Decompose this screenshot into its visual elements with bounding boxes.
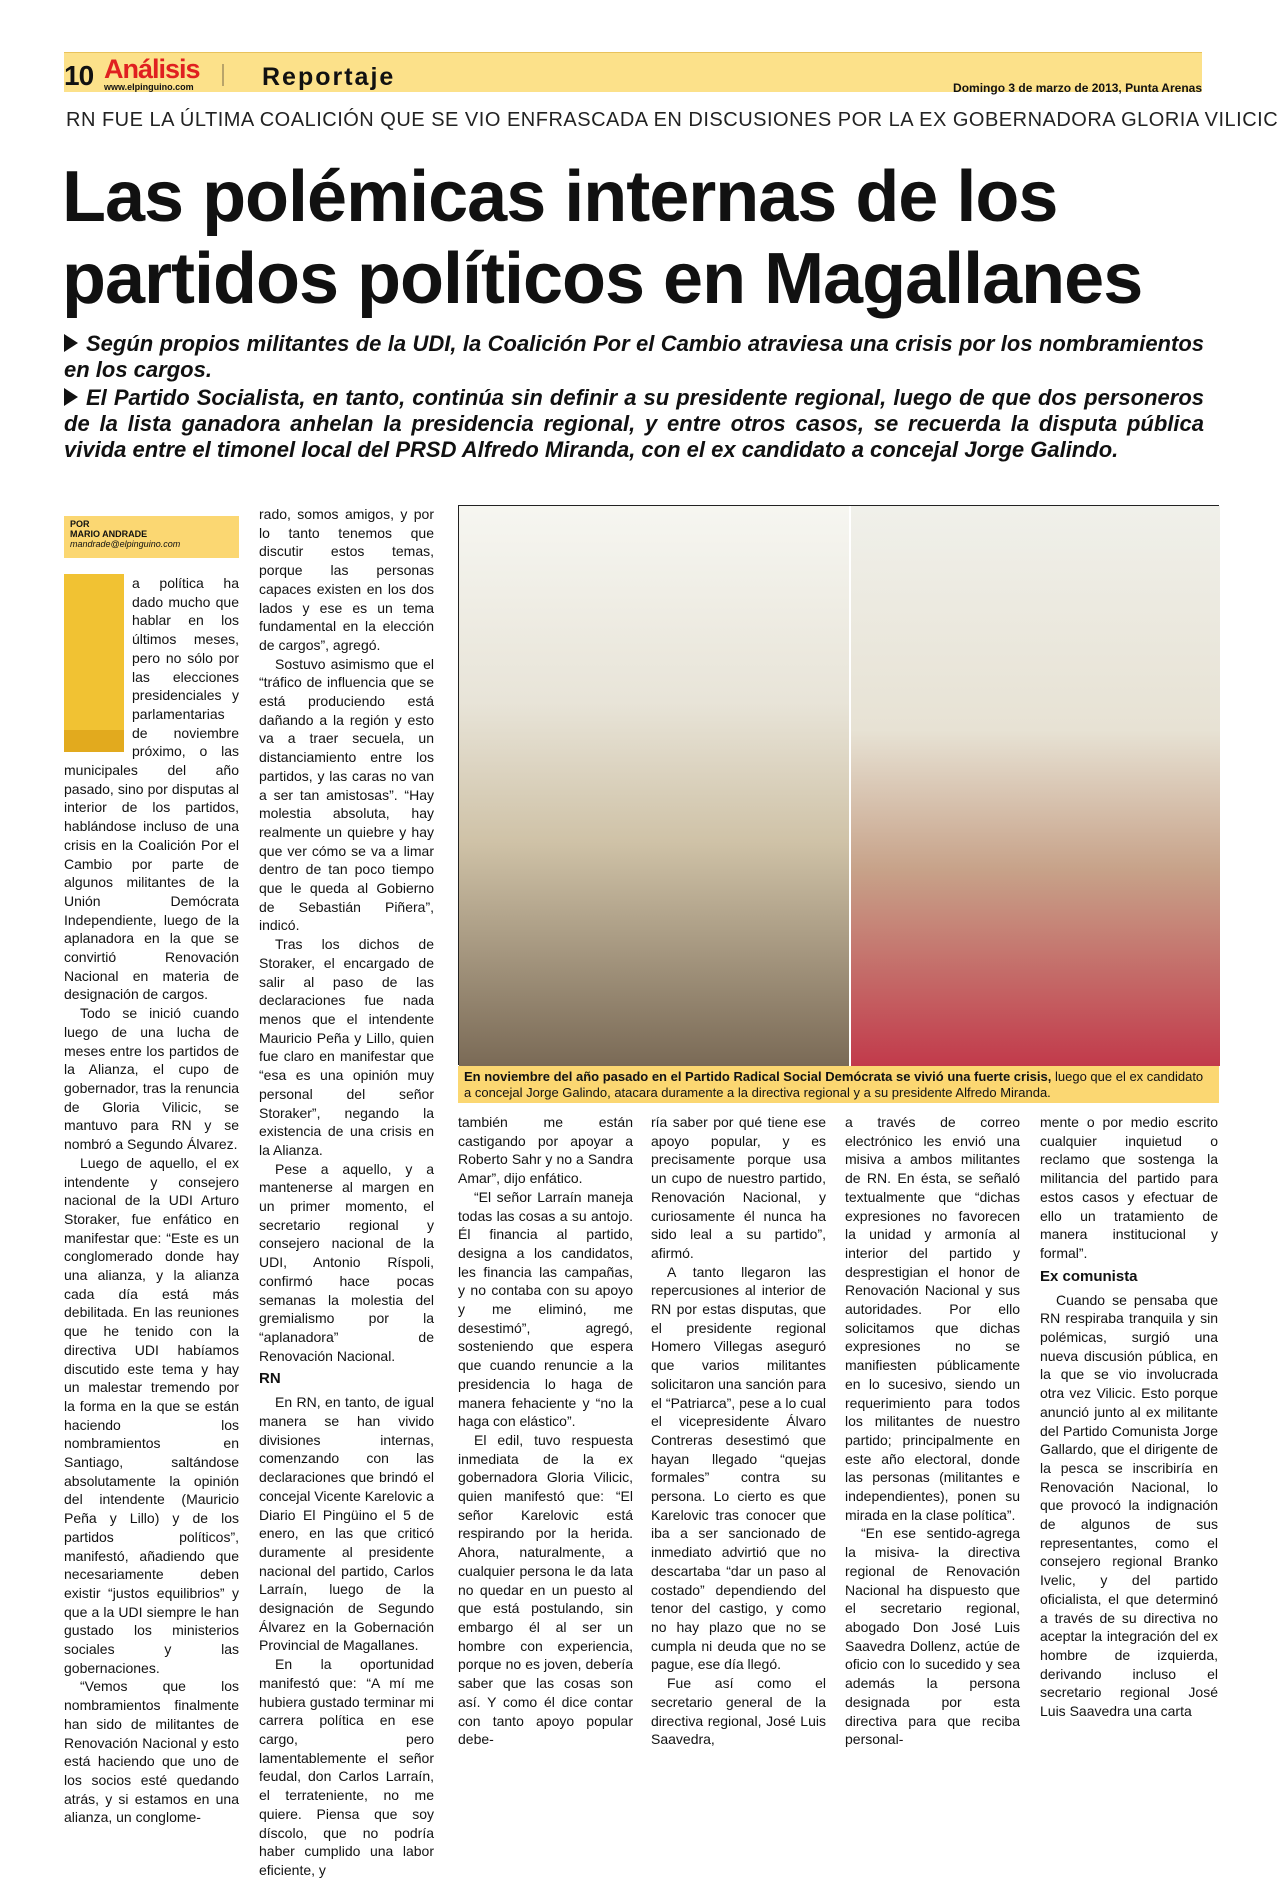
paragraph: a través de correo electrónico les envió una misiva a ambos militantes de RN. En ésta, se señaló textualmente que “dichas expresiones no favorecen la unidad y armonía al interior del partido y desprestigian el honor de Renovación Nacional y sus autoridades. Por ello solicitamos que dichas expresiones no se manifiesten públicamente en lo sucesivo, siendo un requerimiento para todos los militantes de nuestro partido; principalmente en este año electoral, donde las personas (militantes e independientes), ponen su mirada en la clase política”. xyxy=(845,1114,1020,1523)
man-glasses-photo-icon xyxy=(459,506,849,1066)
paragraph: Sostuvo asimismo que el “tráfico de influencia que se está produciendo está dañando a la región y esto va a traer secuela, un distanciamiento entre los partidos, y las caras no van a ser tan amistosas”. “Hay molestia absoluta, hay realmente un quiebre y hay que ver cómo se va a limar dentro de tan poco tiempo que le queda al Gobierno de Sebastián Piñera”, indicó. xyxy=(259,655,434,934)
paragraph: “En ese sentido-agrega la misiva- la directiva regional de Renovación Nacional ha dispuesto que el secretario regional, abogado Don José Luis Saavedra Dollenz, actúe de oficio con lo sucedido y sea además la persona designada por esta directiva para que reciba personal- xyxy=(845,1525,1020,1748)
paragraph: Todo se inició cuando luego de una lucha de meses entre los partidos de la Alianza, el cupo de gobernador, tras la renuncia de Gloria Vilicic, se mantuvo para RN y se nombró a Segundo Álvarez. xyxy=(64,1005,239,1153)
page-number: 10 xyxy=(64,60,94,91)
article-column-6 xyxy=(1040,1113,1218,1720)
section-title: Reportaje xyxy=(262,63,396,91)
summary-text: Según propios militantes de la UDI, la Coalición Por el Cambio atraviesa una crisis por los nombramientos en los cargos. xyxy=(64,331,1204,382)
byline-author: MARIO ANDRADE xyxy=(70,529,148,539)
headline-line-2: partidos políticos en Magallanes xyxy=(62,239,1143,319)
dateline: Domingo 3 de marzo de 2013, Punta Arenas xyxy=(953,81,1202,95)
paragraph: mente o por medio escrito cualquier inquietud o reclamo que sostenga la militancia del partido para estos casos y efectuar de ello un tratamiento de manera institucional y formal”. xyxy=(1040,1114,1218,1261)
paragraph: ría saber por qué tiene ese apoyo popular, y es precisamente porque usa un cupo de nuestro partido, Renovación Nacional, y curiosamente él nunca ha sido leal a su partido”, afirmó. xyxy=(651,1114,826,1261)
caption-bold: En noviembre del año pasado en el Partido Radical Social Demócrata se vivió una fuerte crisis, xyxy=(464,1069,1052,1084)
paragraph: Cuando se pensaba que RN respiraba tranquila y sin polémicas, surgió una nueva discusión pública, en la que se vio involucrada otra vez Vilicic. Esto porque anunció junto al ex militante del Partido Comunista Jorge Gallardo, que el dirigente de la pesca se inscribiría en Renovación Nacional, lo que provocó la indignación de algunos de sus representantes, como el consejero regional Branko Ivelic, y del partido oficialista, el que determinó a través de su directiva no aceptar la integración del ex hombre de izquierda, derivando incluso el secretario regional José Luis Saavedra una carta xyxy=(1040,1291,1218,1720)
photo xyxy=(458,505,1219,1065)
subheading-rn: RN xyxy=(259,1370,281,1388)
paragraph: también me están castigando por apoyar a Roberto Sahr y no a Sandra Amar”, dijo enfático. xyxy=(458,1114,633,1187)
logo-url: www.elpinguino.com xyxy=(104,82,194,92)
article-column-1 xyxy=(64,574,239,1826)
triangle-bullet-icon xyxy=(64,334,78,352)
headline-line-1: Las polémicas internas de los xyxy=(62,157,1058,237)
summary-bullet xyxy=(64,385,1204,463)
paragraph: Pese a aquello, y a mantenerse al margen en un primer momento, el secretario regional y consejero nacional de la UDI, Antonio Ríspoli, confirmó hace pocas semanas la molestia del gremialismo por la “aplanadora” de Renovación Nacional. xyxy=(259,1160,434,1364)
header-divider xyxy=(222,64,224,86)
paragraph: El edil, tuvo respuesta inmediata de la ex gobernadora Gloria Vilicic, quien manifestó que: “El señor Karelovic está respirando por la herida. Ahora, naturalmente, a cualquier persona le da lata no quedar en un puesto al que está postulando, sin embargo él al ser un hombre con experiencia, porque no es joven, debería saber que las cosas son así. Y como él dice contar con tanto apoyo popular debe- xyxy=(458,1431,633,1748)
paragraph: “El señor Larraín maneja todas las cosas a su antojo. Él financia al partido, designa a los candidatos, les financia las campañas, y no contaba con su apoyo y me eliminó, me desestimó”, agregó, sosteniendo que espera que cuando renuncie a la presidencia lo haga de manera fehaciente y “no la haga con elástico”. xyxy=(458,1188,633,1430)
paragraph: En RN, en tanto, de igual manera se han vivido divisiones internas, comenzando con las declaraciones que brindó el concejal Vicente Karelovic a Diario El Pingüino el 5 de enero, en las que criticó duramente al presidente nacional del partido, Carlos Larraín, luego de la designación de Segundo Álvarez en la Gobernación Provincial de Magallanes. xyxy=(259,1394,434,1654)
headline xyxy=(62,156,1212,320)
paragraph: Luego de aquello, el ex intendente y consejero nacional de la UDI Arturo Storaker, fue enfático en manifestar que: “Este es un conglomerado donde hay una alianza, y la alianza cada día está más debilitada. En las reuniones que he tenido con la directiva UDI habíamos discutido este tema y hay un malestar tremendo por la forma en la que se están haciendo los nombramientos en Santiago, saltándose absolutamente la opinión del intendente (Mauricio Peña y Lillo) y de los partidos políticos”, manifestó, añadiendo que necesariamente deben existir “justos equilibrios” y que a la UDI siempre le han gustado los ministerios sociales y las gobernaciones. xyxy=(64,1154,239,1676)
paragraph: Tras los dichos de Storaker, el encargado de salir al paso de las declaraciones fue nada menos que el intendente Mauricio Peña y Lillo, quien fue claro en manifestar que “esa es una opinión muy personal del señor Storaker”, negando la existencia de una crisis en la Alianza. xyxy=(259,936,434,1158)
summary-bullet xyxy=(64,331,1204,383)
man-cap-photo-icon xyxy=(851,506,1220,1066)
paragraph: En la oportunidad manifestó que: “A mí me hubiera gustado terminar mi carrera política en ese cargo, pero lamentablemente el señor feudal, don Carlos Larraín, el terrateniente, no me quiere. Piensa que soy díscolo, que no podría haber cumplido una labor eficiente, y xyxy=(259,1656,434,1878)
byline xyxy=(64,516,239,558)
article-column-5 xyxy=(845,1113,1020,1748)
triangle-bullet-icon xyxy=(64,388,78,406)
paragraph: “Vemos que los nombramientos finalmente han sido de militantes de Renovación Nacional y esto está haciendo que uno de los socios esté quedando atrás, y si estamos en una alianza, un conglome- xyxy=(64,1678,239,1826)
summary-text: El Partido Socialista, en tanto, continúa sin definir a su presidente regional, luego de que dos personeros de la lista ganadora anhelan la presidencia regional, y entre otros casos, se recuerda la disputa pública vivida entre el timonel local del PRSD Alfredo Miranda, con el ex candidato a concejal Jorge Galindo. xyxy=(64,385,1204,462)
logo-name: Análisis xyxy=(104,54,200,84)
photo-caption xyxy=(458,1066,1219,1103)
drop-cap-l-icon xyxy=(64,574,124,752)
paragraph: a política ha dado mucho que hablar en los últimos meses, pero no sólo por las elecciones presidenciales y parlamentarias de noviembre próximo, o las municipales del año pasado, sino por disputas al interior de los partidos, hablándose incluso de una crisis en la Coalición Por el Cambio por parte de algunos militantes de la Unión Demócrata Independiente, luego de la aplanadora en la que se convirtió Renovación Nacional en materia de designación de cargos. xyxy=(64,575,239,1003)
article-column-3 xyxy=(458,1113,633,1748)
article-column-2 xyxy=(259,505,434,1878)
newspaper-logo[interactable] xyxy=(102,52,230,92)
byline-email[interactable]: mandrade@elpinguino.com xyxy=(70,539,181,549)
kicker: RN FUE LA ÚLTIMA COALICIÓN QUE SE VIO ENFRASCADA EN DISCUSIONES POR LA EX GOBERNADORA GLORIA VILICIC xyxy=(66,109,1279,131)
paragraph: rado, somos amigos, y por lo tanto tenemos que discutir estos temas, porque las personas capaces existen en los dos lados y ese es un tema fundamental en la elección de cargos”, agregó. xyxy=(259,506,434,653)
paragraph: Fue así como el secretario general de la directiva regional, José Luis Saavedra, xyxy=(651,1675,826,1748)
byline-por: POR xyxy=(70,519,90,529)
subheading-ex-comunista: Ex comunista xyxy=(1040,1267,1138,1285)
summary-bullets xyxy=(64,331,1204,465)
article-column-4 xyxy=(651,1113,826,1748)
caption-text: luego que el ex candidato a concejal Jorge Galindo, atacara duramente a la directiva regional y a su presidente Alfredo Miranda. xyxy=(464,1069,1204,1100)
paragraph: A tanto llegaron las repercusiones al interior de RN por estas disputas, que el presidente regional Homero Villegas aseguró que varios militantes solicitaron una sanción para el “Patriarca”, pese a lo cual el vicepresidente Álvaro Contreras desestimó que hayan llegado “quejas formales” contra su persona. Lo cierto es que Karelovic tras conocer que iba a ser sancionado de inmediato advirtió que no descartaba “dar un paso al costado” dependiendo del tenor del castigo, y como no hay plazo que no se cumpla ni deuda que no se pague, ese día llegó. xyxy=(651,1263,826,1673)
